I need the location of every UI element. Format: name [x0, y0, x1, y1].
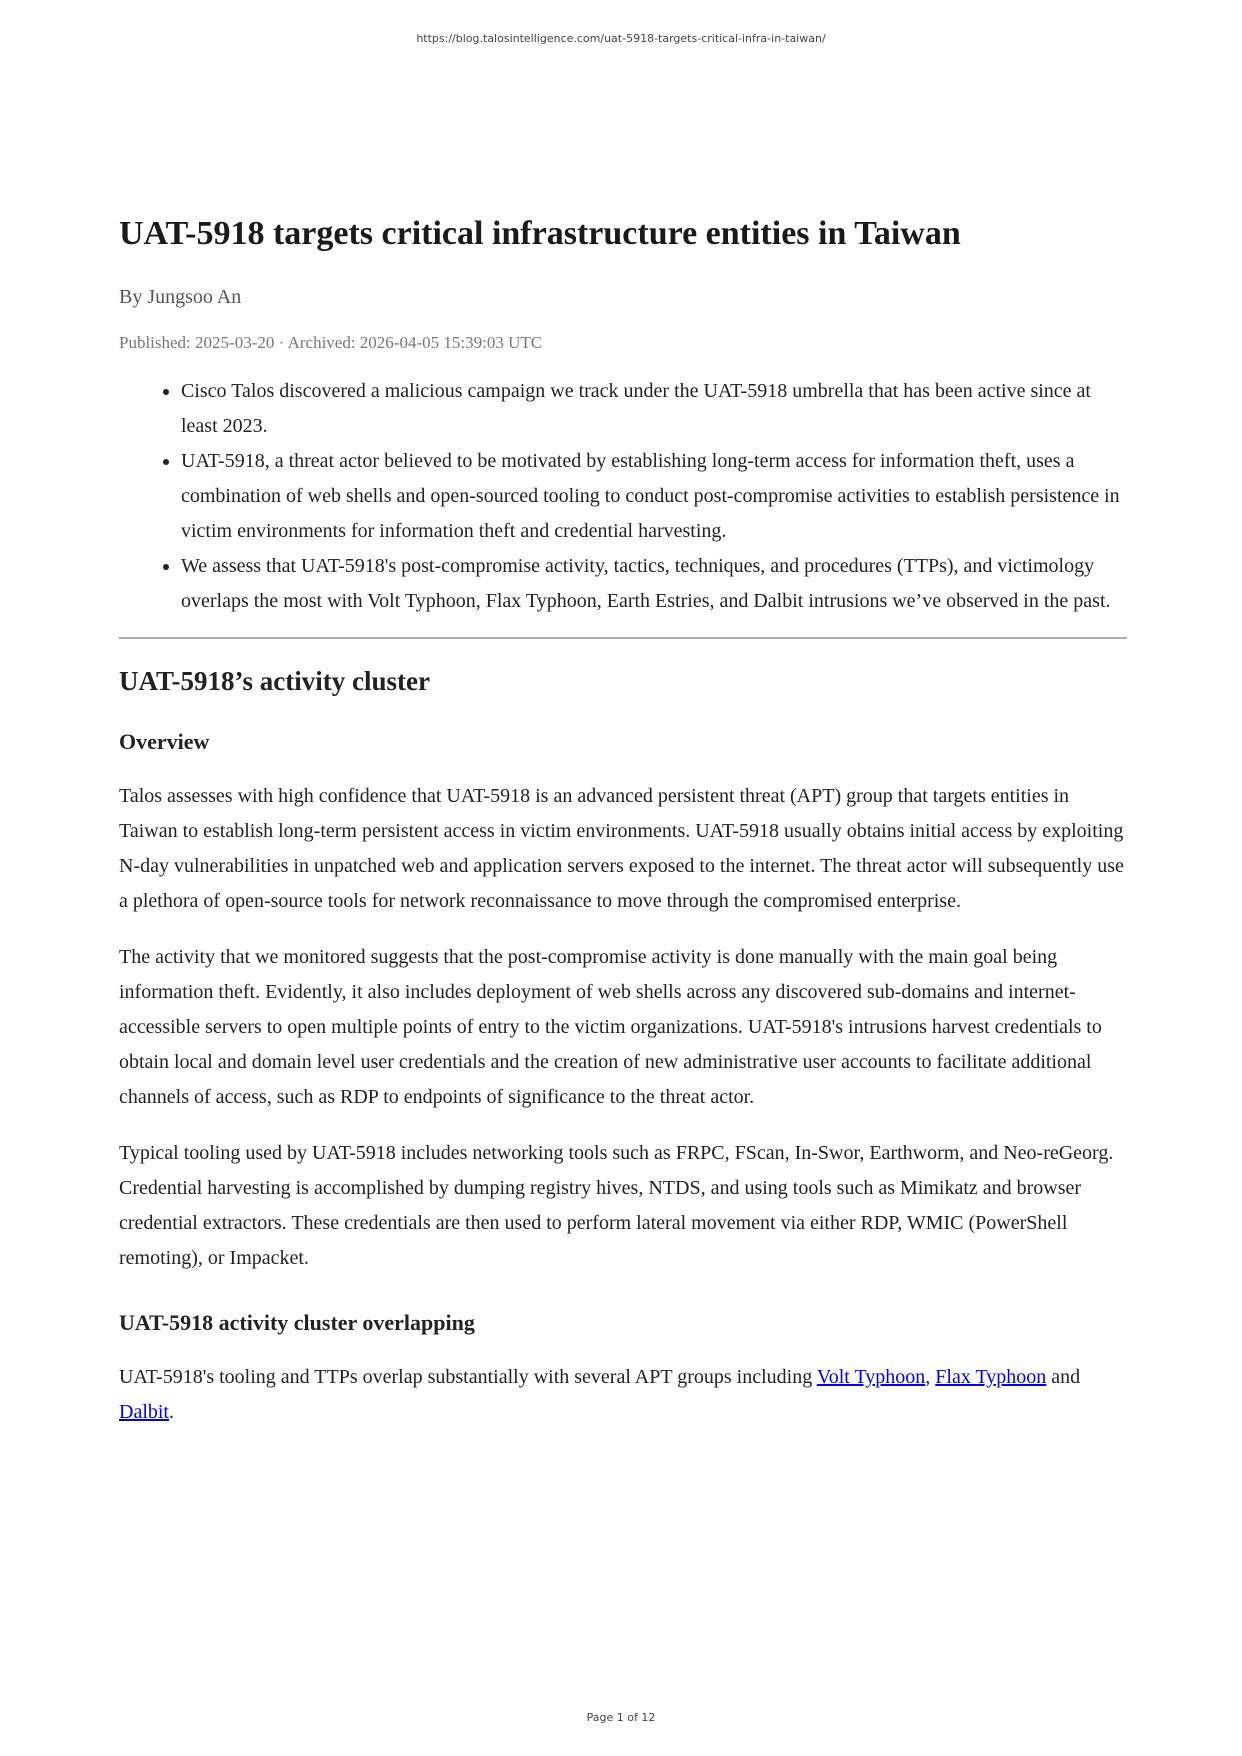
- separator: and: [1046, 1366, 1081, 1388]
- overlap-paragraph: [119, 1360, 1127, 1430]
- overview-heading: Overview: [119, 729, 210, 754]
- publish-meta: Published: 2025-03-20 · Archived: 2026-04-05 15:39:03 UTC: [119, 333, 543, 352]
- section-heading: UAT-5918’s activity cluster: [119, 666, 430, 696]
- flax-typhoon-link[interactable]: Flax Typhoon: [935, 1366, 1047, 1388]
- overlap-text: UAT-5918's tooling and TTPs overlap substantially with several APT groups including: [119, 1366, 817, 1388]
- summary-list: [119, 374, 1127, 619]
- volt-typhoon-link[interactable]: Volt Typhoon: [816, 1366, 926, 1388]
- overlap-heading: UAT-5918 activity cluster overlapping: [119, 1310, 475, 1335]
- list-item: • UAT-5918, a threat actor believed to be motivated by establishing long-term access for information theft, uses a combination of web shells and open-sourced tooling to conduct post-compromise activities to establish persistence in victim environments for information theft and credential harvesting.: [181, 444, 1127, 549]
- article: [119, 212, 1127, 1451]
- article-title: UAT-5918 targets critical infrastructure entities in Taiwan: [119, 215, 961, 252]
- divider: [119, 637, 1127, 639]
- paragraph: The activity that we monitored suggests that the post-compromise activity is done manually with the main goal being information theft. Evidently, it also includes deployment of web shells across any discovered sub-domains and internet-accessible servers to open multiple points of entry to the victim organizations. UAT-5918's intrusions harvest credentials to obtain local and domain level user credentials and the creation of new administrative user accounts to facilitate additional channels of access, such as RDP to endpoints of significance to the threat actor.: [119, 946, 1102, 1108]
- list-item: • We assess that UAT-5918's post-compromise activity, tactics, techniques, and procedures (TTPs), and victimology overlaps the most with Volt Typhoon, Flax Typhoon, Earth Estries, and Dalbit intrusions we’ve observed in the past.: [181, 549, 1127, 619]
- list-item: • Cisco Talos discovered a malicious campaign we track under the UAT-5918 umbrella that has been active since at least 2023.: [181, 374, 1127, 444]
- dalbit-link[interactable]: Dalbit: [119, 1401, 169, 1423]
- page-url: https://blog.talosintelligence.com/uat-5918-targets-critical-infra-in-taiwan/: [416, 32, 826, 45]
- paragraph: Typical tooling used by UAT-5918 includes networking tools such as FRPC, FScan, In-Swor, Earthworm, and Neo-reGeorg. Credential harvesting is accomplished by dumping registry hives, NTDS, and using tools such as Mimikatz and browser credential extractors. These credentials are then used to perform lateral movement via either RDP, WMIC (PowerShell remoting), or Impacket.: [119, 1142, 1114, 1269]
- author-byline: By Jungsoo An: [119, 286, 242, 308]
- paragraph: Talos assesses with high confidence that UAT-5918 is an advanced persistent threat (APT) group that targets entities in Taiwan to establish long-term persistent access in victim environments. UAT-5918 usually obtains initial access by exploiting N-day vulnerabilities in unpatched web and application servers exposed to the internet. The threat actor will subsequently use a plethora of open-source tools for network reconnaissance to move through the compromised enterprise.: [119, 785, 1124, 912]
- period: .: [169, 1401, 174, 1423]
- separator: ,: [925, 1366, 936, 1388]
- page-number: Page 1 of 12: [586, 1711, 656, 1724]
